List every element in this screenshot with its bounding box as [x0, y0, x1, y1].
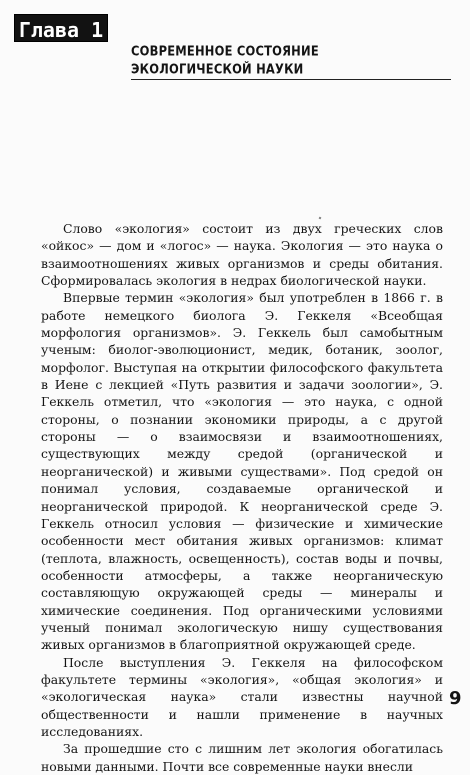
paragraph: За прошедшие сто с лишним лет экология обогатилась новыми данными. Почти все современные науки внесли [41, 741, 443, 774]
paragraph: Впервые термин «экология» был употреблен в 1866 г. в работе немецкого биолога Э. Геккеля «Всеобщая морфология организмов». Э. Геккель был самобытным ученым: биолог-эволюционист, медик, ботаник, зоолог, морфолог. Выступая на открытии философского факультета в Иене с лекцией «Путь развития и задачи зоологии», Э. Геккель отметил, что «экология — это наука, с одной стороны, о познании экономики природы, а с другой стороны — о взаимосвязи и взаимоотношениях, существующих между средой (органической и неорганической) и живыми существами». Под средой он понимал условия, создаваемые органической и неорганической природой. К неорганической среде Э. Геккель относил условия — физические и химические особенности мест обитания живых организмов: климат (теплота, влажность, освещенность), состав воды и почвы, особенности атмосферы, а также неорганическую составляющую окружающей среды — минералы и химические соединения. Под органическими условиями ученый понимал экологическую нишу существования живых организмов в благоприятной окружающей среде. [41, 290, 443, 653]
chapter-title [131, 42, 319, 78]
page-number: 9 [449, 688, 462, 709]
print-speck [319, 217, 322, 220]
paragraph: После выступления Э. Геккеля на философском факультете термины «экология», «общая экология» и «экологическая наука» стали известны научной общественности и нашли применение в научных исследованиях. [41, 654, 443, 739]
paragraph: Слово «экология» состоит из двух греческих слов «ойкос» — дом и «логос» — наука. Экология — это наука о взаимоотношениях живых организмов и среды обитания. Сформировалась экология в недрах биологической науки. [41, 221, 443, 289]
chapter-label: Глава 1 [18, 18, 104, 42]
chapter-title-line-2: ЭКОЛОГИЧЕСКОЙ НАУКИ [131, 61, 304, 77]
body-text [41, 220, 443, 775]
chapter-label-badge [14, 14, 108, 42]
chapter-title-line-1: СОВРЕМЕННОЕ СОСТОЯНИЕ [131, 43, 319, 59]
title-divider [131, 79, 451, 80]
